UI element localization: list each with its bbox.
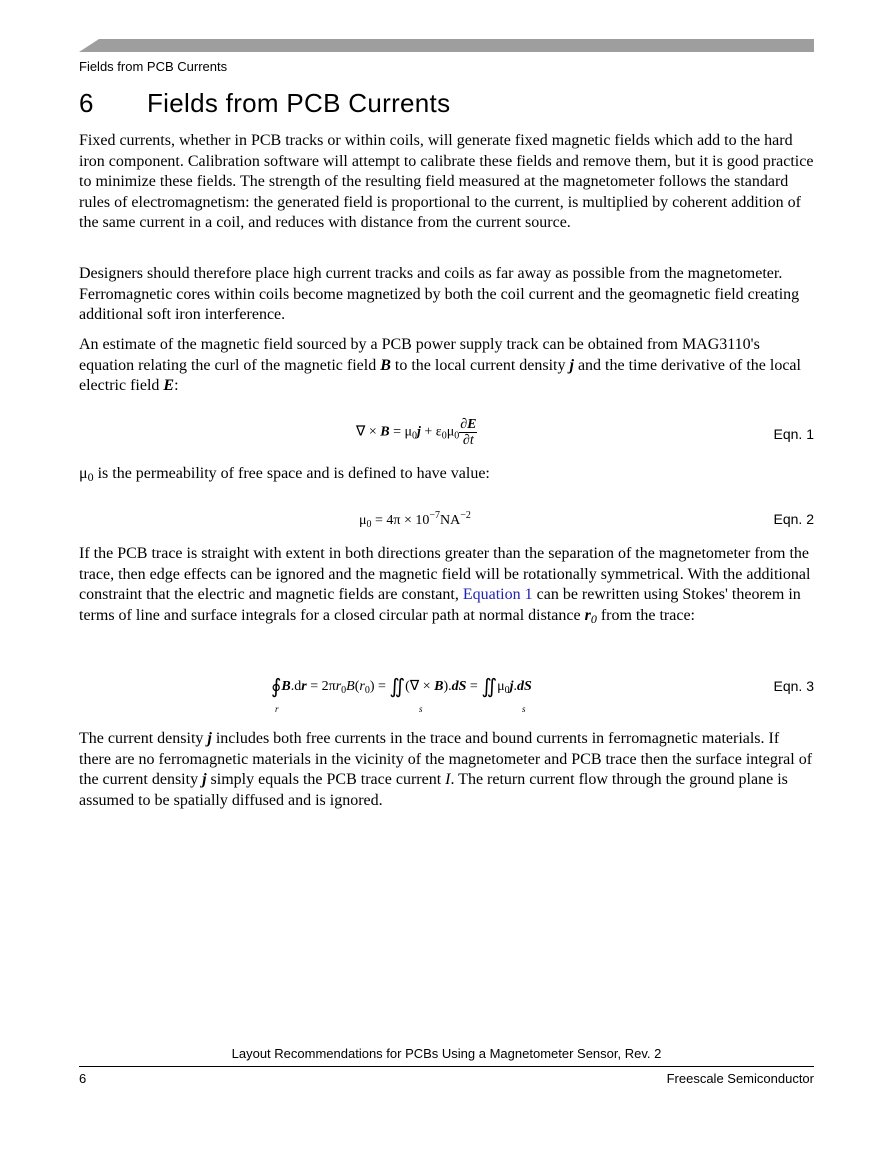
header-band — [79, 39, 814, 52]
footer-divider — [79, 1066, 814, 1067]
paragraph-3: An estimate of the magnetic field sourced by a PCB power supply track can be obtained from MAG3110's equation relating the curl of the magnetic field B to the local current density j and the time derivative of the local electric field E: — [79, 336, 801, 394]
surface-integral-limit-2: s — [522, 704, 526, 714]
page-number: 6 — [79, 1071, 87, 1086]
section-title: Fields from PCB Currents — [147, 88, 451, 118]
equation-2-label: Eqn. 2 — [773, 511, 814, 527]
paragraph-5: If the PCB trace is straight with extent in both directions greater than the separation of the magnetometer from the trace, then edge effects can be ignored and the magnetic field will be rotationally symmetrical. With the additional constraint that the electric and magnetic fields are constant, Equation 1 can be rewritten using Stokes' theorem in terms of line and surface integrals for a closed circular path at normal distance $r_0$ from the trace: — [79, 545, 811, 626]
equation-2 — [79, 506, 814, 530]
equation-1-link[interactable]: Equation 1 — [462, 586, 533, 603]
equation-3-label: Eqn. 3 — [773, 678, 814, 694]
equation-3 — [79, 668, 814, 716]
paragraph-6: The current density j includes both free currents in the trace and bound currents in ferromagnetic materials. If there are no ferromagnetic materials in the vicinity of the magnetometer and PCB trace then the surface integral of the current density j simply equals the PCB trace current I. The return current flow through the ground plane is assumed to be spatially diffused and is ignored. — [79, 730, 813, 809]
running-header: Fields from PCB Currents — [79, 59, 228, 74]
section-number: 6 — [79, 88, 94, 118]
paragraph-1: Fixed currents, whether in PCB tracks or within coils, will generate fixed magnetic fields which add to the hard iron component. Calibration software will attempt to calibrate these fields and remove them, but it is good practice to minimize these fields. The strength of the resulting field measured at the magnetometer follows the standard rules of electromagnetism: the generated field is proportional to the current, is multiplied by coherent addition of the same current in a coil, and reduces with distance from the current source. — [79, 132, 814, 231]
equation-2-body: $\mu_0 = 4\pi \times 10^{-7}NA^{-2}$ — [359, 510, 471, 530]
line-integral-limit: r — [275, 704, 279, 714]
paragraph-4: $\mu_0$ is the permeability of free space and is defined to have value: — [79, 465, 490, 484]
equation-1 — [79, 415, 814, 451]
equation-1-body: ∇ × $B = \mu_0j + \varepsilon_0\mu_0$ ∂E ∂t — [356, 417, 477, 448]
section-heading — [79, 88, 450, 119]
surface-integral-limit-1: s — [419, 704, 423, 714]
paragraph-2: Designers should therefore place high current tracks and coils as far away as possible from the magnetometer. Ferromagnetic cores within coils become magnetized by both the coil current and the geomagnetic field creating additional soft iron interference. — [79, 265, 800, 323]
equation-3-body: ∮B.dr = $2\pi r_0B(r_0)$ = ∬(∇ × $B).dS = ∬\mu_0j.dS$ — [271, 676, 532, 698]
equation-1-label: Eqn. 1 — [773, 426, 814, 442]
company-name: Freescale Semiconductor — [666, 1071, 814, 1086]
footer-document-title: Layout Recommendations for PCBs Using a Magnetometer Sensor, Rev. 2 — [231, 1046, 662, 1061]
